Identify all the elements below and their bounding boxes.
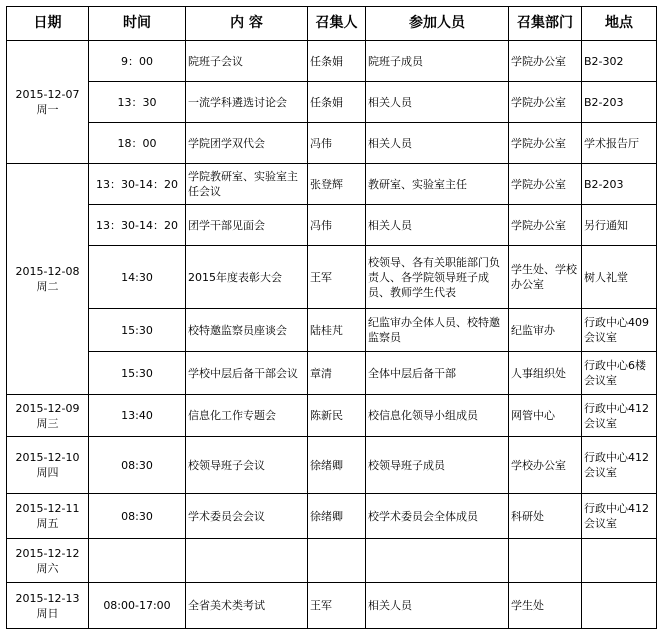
- dept-cell: 网管中心: [509, 395, 582, 437]
- header-date: 日期: [7, 7, 89, 41]
- location-cell: B2-203: [582, 164, 657, 205]
- attendees-cell: 校学术委员会全体成员: [366, 494, 509, 539]
- dept-cell: 学院办公室: [509, 123, 582, 164]
- time-cell: 08:00-17:00: [89, 583, 186, 629]
- location-cell: [582, 583, 657, 629]
- content-cell: 全省美术类考试: [186, 583, 308, 629]
- location-cell: 学术报告厅: [582, 123, 657, 164]
- table-row: [7, 539, 657, 583]
- content-cell: 2015年度表彰大会: [186, 246, 308, 309]
- dept-cell: 学校办公室: [509, 437, 582, 494]
- date-cell: [7, 583, 89, 629]
- content-cell: 学术委员会会议: [186, 494, 308, 539]
- table-row: [7, 395, 657, 437]
- date-text: 2015-12-13: [15, 591, 80, 605]
- convener-cell: 徐绪卿: [308, 437, 366, 494]
- attendees-cell: 校领导班子成员: [366, 437, 509, 494]
- dept-cell: 人事组织处: [509, 352, 582, 395]
- time-cell: 14:30: [89, 246, 186, 309]
- table-row: [7, 205, 657, 246]
- header-convener: 召集人: [308, 7, 366, 41]
- attendees-cell: 教研室、实验室主任: [366, 164, 509, 205]
- content-cell: 学院教研室、实验室主任会议: [186, 164, 308, 205]
- attendees-cell: 校领导、各有关职能部门负责人、各学院领导班子成员、教师学生代表: [366, 246, 509, 309]
- convener-cell: 王军: [308, 583, 366, 629]
- attendees-cell: 院班子成员: [366, 41, 509, 82]
- location-cell: [582, 539, 657, 583]
- time-cell: 08:30: [89, 494, 186, 539]
- convener-cell: 任条娟: [308, 41, 366, 82]
- convener-cell: 张登辉: [308, 164, 366, 205]
- date-text: 2015-12-08: [15, 265, 80, 278]
- header-attendees: 参加人员: [366, 7, 509, 41]
- location-cell: B2-203: [582, 82, 657, 123]
- attendees-cell: 相关人员: [366, 583, 509, 629]
- dept-cell: 学院办公室: [509, 205, 582, 246]
- convener-cell: 任条娟: [308, 82, 366, 123]
- time-cell: 08:30: [89, 437, 186, 494]
- attendees-cell: 相关人员: [366, 123, 509, 164]
- date-text: 2015-12-09: [15, 401, 80, 415]
- time-cell: 13:40: [89, 395, 186, 437]
- convener-cell: 冯伟: [308, 205, 366, 246]
- table-row: [7, 309, 657, 352]
- table-row: [7, 164, 657, 205]
- content-cell: 校特邀监察员座谈会: [186, 309, 308, 352]
- weekday-text: 周六: [36, 561, 59, 575]
- header-location: 地点: [582, 7, 657, 41]
- content-cell: 学校中层后备干部会议: [186, 352, 308, 395]
- time-cell: 13：30-14：20: [89, 205, 186, 246]
- weekday-text: 周日: [36, 606, 59, 620]
- convener-cell: 徐绪卿: [308, 494, 366, 539]
- weekday-text: 周五: [36, 517, 59, 530]
- schedule-body: [7, 41, 657, 629]
- attendees-cell: 全体中层后备干部: [366, 352, 509, 395]
- time-cell: 9：00: [89, 41, 186, 82]
- time-cell: [89, 539, 186, 583]
- date-text: 2015-12-07: [15, 88, 80, 101]
- header-content: 内 容: [186, 7, 308, 41]
- content-cell: 团学干部见面会: [186, 205, 308, 246]
- location-cell: 树人礼堂: [582, 246, 657, 309]
- content-cell: [186, 539, 308, 583]
- date-cell: [7, 164, 89, 395]
- header-dept: 召集部门: [509, 7, 582, 41]
- attendees-cell: 纪监审办全体人员、校特邀监察员: [366, 309, 509, 352]
- location-cell: 行政中心412会议室: [582, 395, 657, 437]
- location-cell: 行政中心409会议室: [582, 309, 657, 352]
- weekday-text: 周四: [36, 466, 59, 479]
- convener-cell: 陈新民: [308, 395, 366, 437]
- table-row: [7, 352, 657, 395]
- table-row: [7, 437, 657, 494]
- attendees-cell: 校信息化领导小组成员: [366, 395, 509, 437]
- table-row: [7, 41, 657, 82]
- date-text: 2015-12-12: [15, 546, 80, 560]
- time-cell: 13：30-14：20: [89, 164, 186, 205]
- weekday-text: 周三: [36, 416, 59, 430]
- header-row: [7, 7, 657, 41]
- dept-cell: [509, 539, 582, 583]
- attendees-cell: [366, 539, 509, 583]
- content-cell: 院班子会议: [186, 41, 308, 82]
- time-cell: 18：00: [89, 123, 186, 164]
- dept-cell: 学生处、学校办公室: [509, 246, 582, 309]
- convener-cell: 王军: [308, 246, 366, 309]
- dept-cell: 学院办公室: [509, 41, 582, 82]
- date-cell: [7, 395, 89, 437]
- dept-cell: 纪监审办: [509, 309, 582, 352]
- location-cell: 行政中心6楼会议室: [582, 352, 657, 395]
- date-cell: [7, 41, 89, 164]
- location-cell: 行政中心412会议室: [582, 437, 657, 494]
- table-row: [7, 82, 657, 123]
- content-cell: 一流学科遴选讨论会: [186, 82, 308, 123]
- dept-cell: 学院办公室: [509, 82, 582, 123]
- convener-cell: 冯伟: [308, 123, 366, 164]
- table-row: [7, 583, 657, 629]
- schedule-table: [6, 6, 657, 629]
- content-cell: 信息化工作专题会: [186, 395, 308, 437]
- dept-cell: 科研处: [509, 494, 582, 539]
- time-cell: 15:30: [89, 352, 186, 395]
- dept-cell: 学院办公室: [509, 164, 582, 205]
- time-cell: 13：30: [89, 82, 186, 123]
- dept-cell: 学生处: [509, 583, 582, 629]
- date-cell: [7, 437, 89, 494]
- header-time: 时间: [89, 7, 186, 41]
- attendees-cell: 相关人员: [366, 205, 509, 246]
- convener-cell: 章清: [308, 352, 366, 395]
- content-cell: 学院团学双代会: [186, 123, 308, 164]
- location-cell: B2-302: [582, 41, 657, 82]
- content-cell: 校领导班子会议: [186, 437, 308, 494]
- date-text: 2015-12-10: [15, 451, 80, 464]
- time-cell: 15:30: [89, 309, 186, 352]
- table-row: [7, 494, 657, 539]
- table-row: [7, 123, 657, 164]
- weekday-text: 周一: [36, 103, 59, 116]
- date-text: 2015-12-11: [15, 502, 80, 515]
- convener-cell: 陆桂芃: [308, 309, 366, 352]
- location-cell: 行政中心412会议室: [582, 494, 657, 539]
- location-cell: 另行通知: [582, 205, 657, 246]
- convener-cell: [308, 539, 366, 583]
- table-row: [7, 246, 657, 309]
- attendees-cell: 相关人员: [366, 82, 509, 123]
- weekday-text: 周二: [36, 280, 59, 293]
- date-cell: [7, 494, 89, 539]
- date-cell: [7, 539, 89, 583]
